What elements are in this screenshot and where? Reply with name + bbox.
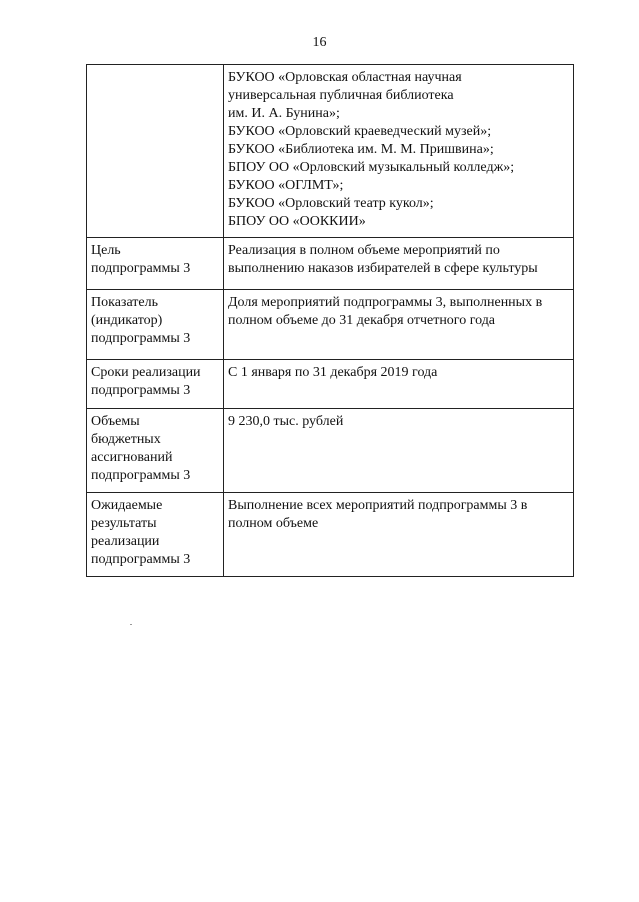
row-text-executors [224,65,574,238]
text-line: БУКОО «ОГЛМТ»; [228,178,344,193]
label-line: Объемы [91,414,140,429]
label-line: подпрограммы 3 [91,331,191,346]
row-label-budget [87,409,224,493]
text-line: БПОУ ОО «ООККИИ» [228,214,366,229]
label-line: Показатель [91,295,158,310]
label-line: подпрограммы 3 [91,552,191,567]
table-row-results [87,493,574,577]
row-text-goal [224,238,574,290]
page-number: 16 [312,35,327,50]
row-label-indicator [87,290,224,360]
text-line: им. И. А. Бунина»; [228,106,340,121]
label-line: Сроки реализации [91,365,201,380]
row-label-executors [87,65,224,238]
text-line: Реализация в полном объеме мероприятий по [228,243,500,258]
text-line: БУКОО «Библиотека им. М. М. Пришвина»; [228,142,494,157]
program-passport-table [86,64,574,577]
row-text-indicator [224,290,574,360]
text-line: выполнению наказов избирателей в сфере культуры [228,261,538,276]
row-label-results [87,493,224,577]
text-line: БУКОО «Орловский театр кукол»; [228,196,434,211]
label-line: подпрограммы 3 [91,383,191,398]
table-row-terms [87,360,574,409]
text-line: БУКОО «Орловский краеведческий музей»; [228,124,492,139]
text-line: БУКОО «Орловская областная научная [228,70,462,85]
table-row-budget [87,409,574,493]
table-row-executors [87,65,574,238]
label-line: реализации [91,534,160,549]
row-text-budget [224,409,574,493]
row-label-goal [87,238,224,290]
label-line: ассигнований [91,450,173,465]
label-line: подпрограммы 3 [91,261,191,276]
text-line: 9 230,0 тыс. рублей [228,414,344,429]
text-line: Выполнение всех мероприятий подпрограммы 3 в [228,498,528,513]
row-text-results [224,493,574,577]
label-line: (индикатор) [91,313,163,328]
label-line: Ожидаемые [91,498,163,513]
label-line: результаты [91,516,157,531]
text-line: Доля мероприятий подпрограммы 3, выполненных в [228,295,543,310]
label-line: Цель [91,243,121,258]
text-line: полном объеме до 31 декабря отчетного года [228,313,496,328]
text-line: полном объеме [228,516,319,531]
label-line: бюджетных [91,432,161,447]
text-line: универсальная публичная библиотека [228,88,454,103]
scan-dot [130,624,132,625]
label-line: подпрограммы 3 [91,468,191,483]
table-row-goal [87,238,574,290]
table-row-indicator [87,290,574,360]
row-label-terms [87,360,224,409]
text-line: С 1 января по 31 декабря 2019 года [228,365,438,380]
text-line: БПОУ ОО «Орловский музыкальный колледж»; [228,160,515,175]
row-text-terms [224,360,574,409]
